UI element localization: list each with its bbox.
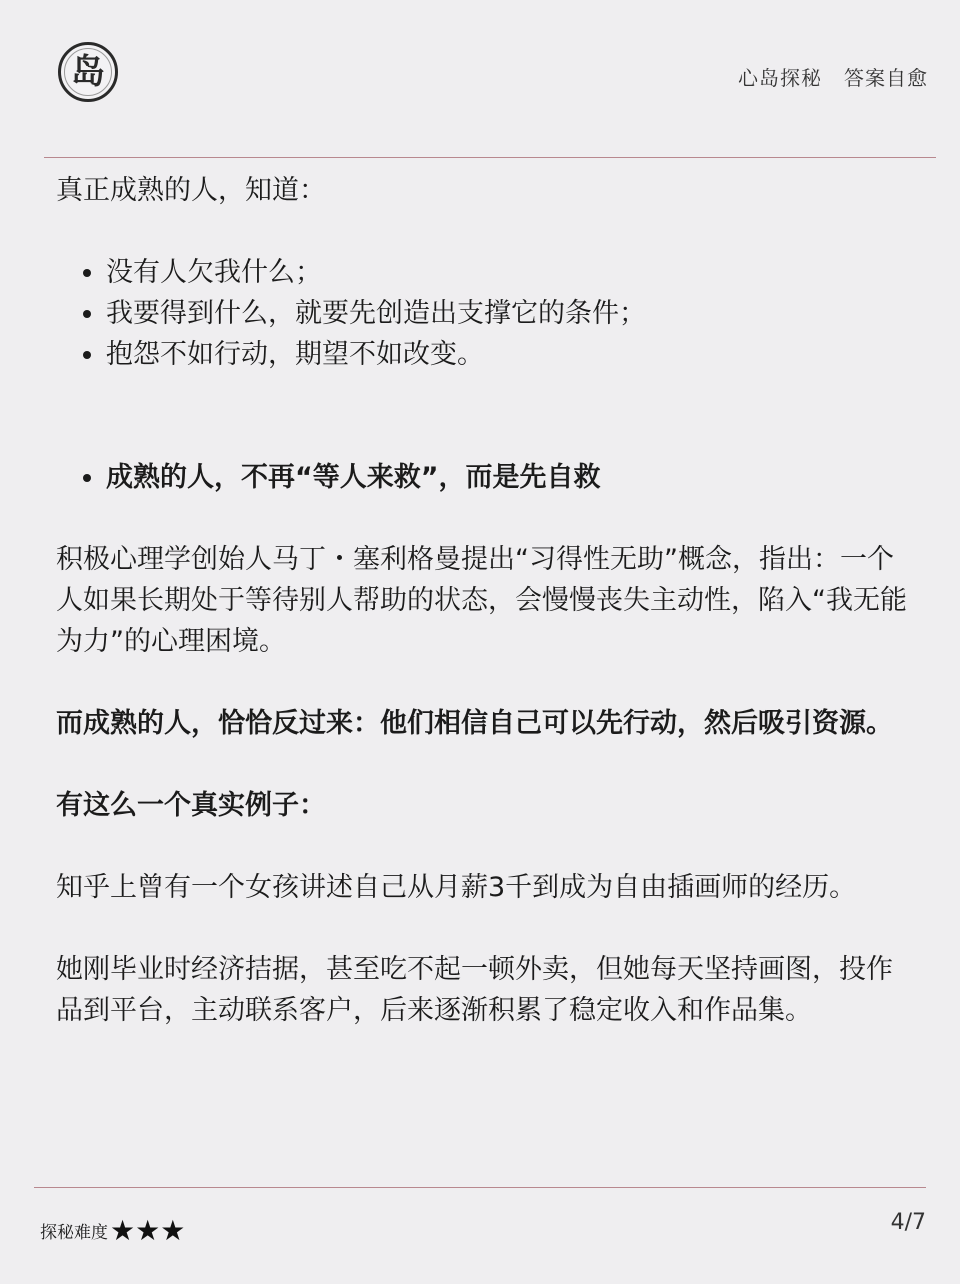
list-item: • 抱怨不如行动，期望不如改变。 (106, 334, 916, 375)
paragraph: 积极心理学创始人马丁・塞利格曼提出“习得性无助”概念，指出：一个人如果长期处于等待别人帮助的状态，会慢慢丧失主动性，陷入“我无能为力”的心理困境。 (56, 544, 907, 657)
bullet-list (56, 252, 916, 375)
section-heading-list (56, 457, 916, 498)
paragraph-bold: 有这么一个真实例子： (56, 790, 326, 821)
list-item: • 我要得到什么，就要先创造出支撑它的条件； (106, 293, 916, 334)
page-number: 4/7 (890, 1210, 926, 1235)
section-heading: • 成熟的人，不再“等人来救”，而是先自救 (106, 457, 916, 498)
intro-text: 真正成熟的人，知道： (56, 175, 326, 206)
top-divider (44, 157, 936, 158)
star-icon: ★★★ (110, 1214, 186, 1247)
difficulty-rating (40, 1214, 185, 1247)
brand-header (738, 62, 928, 91)
logo (58, 42, 118, 102)
paragraph-bold: 而成熟的人，恰恰反过来：他们相信自己可以先行动，然后吸引资源。 (56, 708, 893, 739)
brand-right: 答案自愈 (844, 66, 928, 90)
logo-char: 岛 (71, 52, 105, 92)
list-item: • 没有人欠我什么； (106, 252, 916, 293)
paragraph: 知乎上曾有一个女孩讲述自己从月薪3千到成为自由插画师的经历。 (56, 872, 857, 903)
paragraph: 她刚毕业时经济拮据，甚至吃不起一顿外卖，但她每天坚持画图，投作品到平台，主动联系客户，后来逐渐积累了稳定收入和作品集。 (56, 954, 893, 1026)
difficulty-label: 探秘难度 (40, 1223, 108, 1243)
bottom-divider (34, 1187, 926, 1188)
brand-left: 心岛探秘 (738, 66, 822, 90)
article-body (56, 170, 916, 1031)
